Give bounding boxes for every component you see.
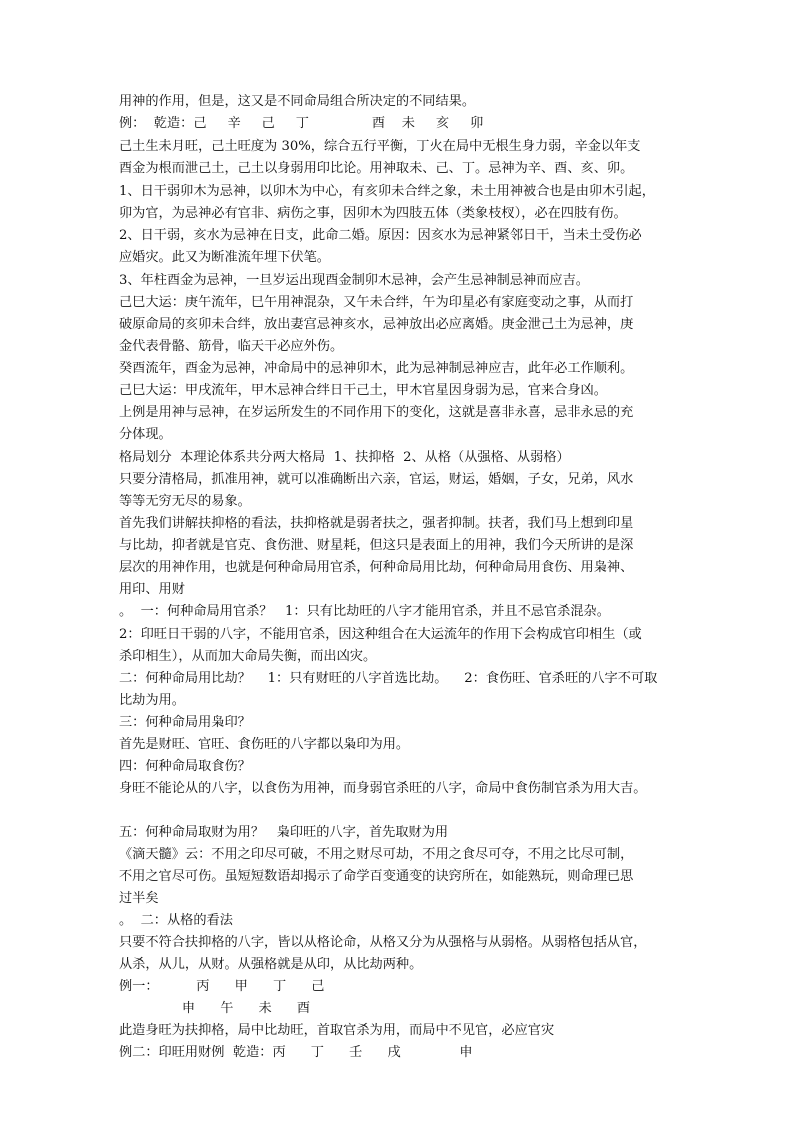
text-line: 用印、用财 xyxy=(119,582,185,597)
text-line: 破原命局的亥卯未合绊，放出妻宫忌神亥水，忌神放出必应离婚。庚金泄己土为忌神，庚 xyxy=(119,317,634,332)
text-line: 上例是用神与忌神，在岁运所发生的不同作用下的变化，这就是喜非永喜，忌非永忌的充 xyxy=(119,405,634,420)
text-line: 应婚灾。此又为断准流年埋下伏笔。 xyxy=(119,250,330,265)
text-line: 申 午 未 酉 xyxy=(119,1001,311,1016)
text-line: 2：印旺日干弱的八字，不能用官杀，因这种组合在大运流年的作用下会构成官印相生（或 xyxy=(119,627,642,642)
text-line: 酉金为根而泄己土，己土以身弱用印比论。用神取未、己、丁。忌神为辛、酉、亥、卯。 xyxy=(119,161,634,176)
text-line: 五：何种命局取财为用？ 枭印旺的八字，首先取财为用 xyxy=(119,825,449,840)
text-line: 首先是财旺、官旺、食伤旺的八字都以枭印为用。 xyxy=(119,737,410,752)
text-line: 卯为官，为忌神必有官非、病伤之事，因卯木为四肢五体（类象枝杈），必在四肢有伤。 xyxy=(119,206,627,221)
text-line: 2、日干弱，亥水为忌神在日支，此命二婚。原因：因亥水为忌神紧邻日干，当未土受伤必 xyxy=(119,228,642,243)
text-line: 癸酉流年，酉金为忌神，冲命局中的忌神卯木，此为忌神制忌神应吉，此年必工作顺利。 xyxy=(119,361,634,376)
text-line: 1、日干弱卯木为忌神，以卯木为中心，有亥卯未合绊之象，未土用神被合也是由卯木引起， xyxy=(119,184,655,199)
text-line: 格局划分 本理论体系共分两大格局 1、扶抑格 2、从格（从强格、从弱格） xyxy=(119,450,570,465)
text-line: 己土生未月旺，己土旺度为 30%，综合五行平衡，丁火在局中无根生身力弱，辛金以年支 xyxy=(119,139,641,154)
text-line: 用神的作用，但是，这又是不同命局组合所决定的不同结果。 xyxy=(119,94,476,109)
text-line: 二：何种命局用比劫？ 1：只有财旺的八字首选比劫。 2：食伤旺、官杀旺的八字不可取 xyxy=(119,671,658,686)
text-line: 此造身旺为扶抑格，局中比劫旺，首取官杀为用，而局中不见官，必应官灾 xyxy=(119,1023,555,1038)
text-line: 例二：印旺用财例 乾造：丙 丁 壬 戌 申 xyxy=(119,1045,473,1060)
text-line: 金代表骨骼、筋骨，临天干必应外伤。 xyxy=(119,339,344,354)
text-line: 己巳大运：庚午流年，巳午用神混杂，又午未合绊，午为印星必有家庭变动之事，从而打 xyxy=(119,295,634,310)
text-line: 首先我们讲解扶抑格的看法，扶抑格就是弱者扶之，强者抑制。扶者，我们马上想到印星 xyxy=(119,516,634,531)
text-line: 例一： 丙 甲 丁 己 xyxy=(119,979,325,994)
text-line: 四：何种命局取食伤？ xyxy=(119,759,251,774)
text-line: 《滴天髓》云：不用之印尽可破，不用之财尽可劫，不用之食尽可夺，不用之比尽可制， xyxy=(119,847,634,862)
text-line: 分体现。 xyxy=(119,427,172,442)
text-line: 与比劫，抑者就是官克、食伤泄、财星耗，但这只是表面上的用神，我们今天所讲的是深 xyxy=(119,538,634,553)
text-line: 例： 乾造：己 辛 己 丁 酉 未 亥 卯 xyxy=(119,116,484,131)
text-line: 杀印相生），从而加大命局失衡，而出凶灾。 xyxy=(119,649,377,664)
text-line: 只要分清格局，抓准用神，就可以准确断出六亲，官运，财运，婚姻，子女，兄弟，风水 xyxy=(119,472,634,487)
text-line: 己巳大运：甲戌流年，甲木忌神合绊日干己土，甲木官星因身弱为忌，官来合身凶。 xyxy=(119,383,607,398)
text-line: 等等无穷无尽的易象。 xyxy=(119,494,251,509)
text-line: 从杀，从儿，从财。从强格就是从印，从比劫两种。 xyxy=(119,957,423,972)
text-line: 比劫为用。 xyxy=(119,693,185,708)
text-line: 。 一：何种命局用官杀？ 1：只有比劫旺的八字才能用官杀，并且不忌官杀混杂。 xyxy=(119,604,610,619)
text-line: 过半矣 xyxy=(119,891,159,906)
text-line: 3、年柱酉金为忌神，一旦岁运出现酉金制卯木忌神，会产生忌神制忌神而应吉。 xyxy=(119,273,589,288)
text-line: 不用之官尽可伤。虽短短数语却揭示了命学百变通变的诀窍所在，如能熟玩，则命理已思 xyxy=(119,869,634,884)
text-line: 三：何种命局用枭印？ xyxy=(119,715,251,730)
text-line: 。 二：从格的看法 xyxy=(119,913,233,928)
text-line: 只要不符合扶抑格的八字，皆以从格论命，从格又分为从强格与从弱格。从弱格包括从官， xyxy=(119,935,647,950)
text-line: 层次的用神作用，也就是何种命局用官杀，何种命局用比劫，何种命局用食伤、用枭神、 xyxy=(119,560,634,575)
text-line: 身旺不能论从的八字，以食伤为用神，而身弱官杀旺的八字，命局中食伤制官杀为用大吉。 xyxy=(119,781,647,796)
